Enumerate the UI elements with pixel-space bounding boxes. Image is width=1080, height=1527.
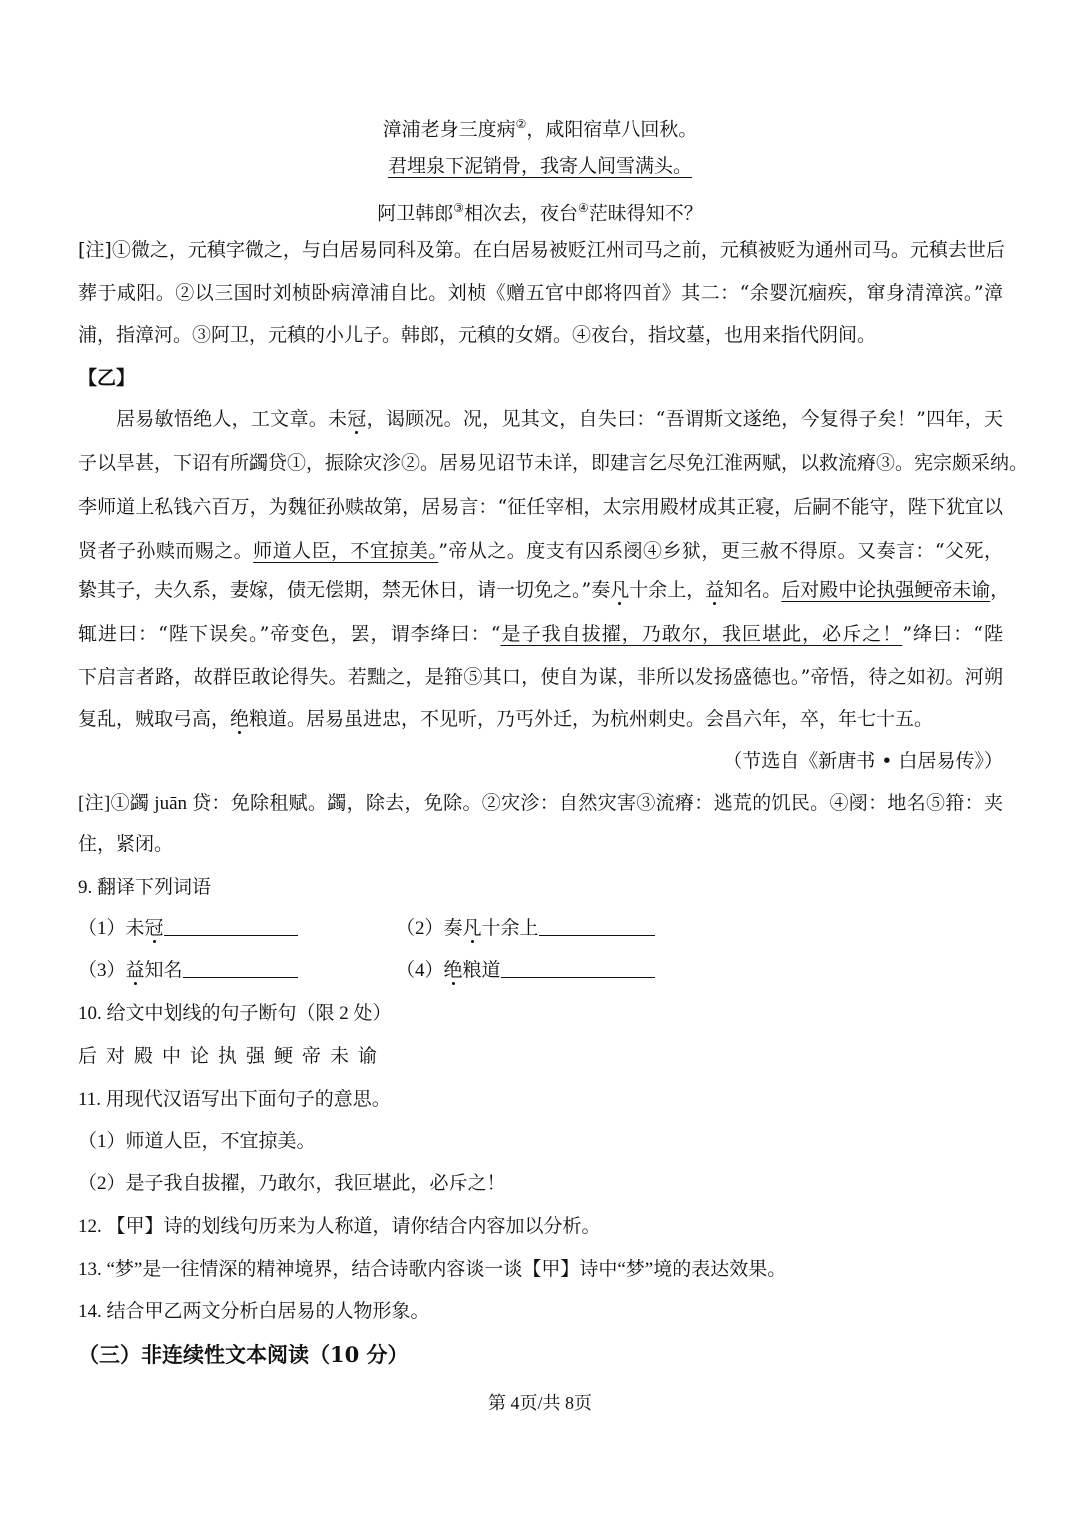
yi-line-2: 子以旱甚，下诏有所蠲贷①，振除灾沴②。居易见诏节未详，即建言乞尽免江淮两赋，以救流瘠③。宪宗颇采纳。 [78,452,1029,474]
text: 粮道 [462,960,501,981]
dotted-char: 冠 [347,408,367,430]
dotted-char: 凡 [462,918,482,939]
question-14: 14. 结合甲乙两文分析白居易的人物形象。 [78,1301,430,1322]
q9-item-2 [396,915,655,943]
note-jia-line: 葬于咸阳。②以三国时刘桢卧病漳浦自比。刘桢《赠五官中郎将四首》其二：“余婴沉痼疾，窜身清漳滨。”漳 [78,282,1003,304]
poem-line-3 [0,194,1080,227]
poem-line-1 [0,110,1080,143]
footnote-mark: ④ [578,201,589,215]
poem-line-2 [0,152,1080,180]
underlined-sentence: 是子我自拔擢，乃敢尔，我叵堪此，必斥之！ [500,623,903,645]
question-10-text: 后对殿中论执强鲠帝未谕 [78,1045,387,1067]
poem-text: ，咸阳宿草八回秋。 [526,118,698,141]
yi-line-6 [78,620,1003,648]
text: ”帝从之。度支有囚系阌④乡狱，更三赦不得原。又奏言：“父死， [438,540,1003,562]
text: ， [990,579,1010,601]
q9-item-1 [78,915,298,943]
answer-blank[interactable] [164,915,298,936]
yi-line-3: 李师道上私钱六百万，为魏征孙赎故第，居易言：“征任宰相，太宗用殿材成其正寝，后嗣不能守，陛下犹宜以 [78,496,1003,518]
note-jia-line: [注]①微之，元稹字微之，与白居易同科及第。在白居易被贬江州司马之前，元稹被贬为通州司马。元稹去世后 [78,239,1005,261]
question-11-sentence-2: （2）是子我自拔擢，乃敢尔，我叵堪此，必斥之！ [78,1173,506,1194]
text: ，谒顾况。况，见其文，自失曰：“吾谓斯文遂绝，今复得子矣！”四年，天 [366,408,1003,430]
text: （1）未 [78,918,145,939]
question-12: 12. 【甲】诗的划线句历来为人称道，请你结合内容加以分析。 [78,1216,601,1237]
q9-item-4 [396,957,655,985]
dotted-char: 凡 [610,579,630,601]
note-jia-line: 浦，指漳河。③阿卫，元稹的小儿子。韩郎，元稹的女婿。④夜台，指坟墓，也用来指代阴间。 [78,324,877,346]
underlined-sentence: 师道人臣，不宜掠美。 [253,540,439,562]
poem-underlined-line: 君埋泉下泥销骨，我寄人间雪满头。 [387,155,692,177]
q9-item-3 [78,957,298,985]
note-yi-line: 住，紧闭。 [78,834,174,855]
source-citation: （节选自《新唐书 • 白居易传》） [723,750,1003,772]
text: 十余上， [629,579,706,601]
poem-text: 阿卫韩郎 [377,202,454,225]
poem-text: 漳浦老身三度病 [382,118,516,141]
answer-blank[interactable] [183,957,298,978]
question-11-sentence-1: （1）师道人臣，不宜掠美。 [78,1131,316,1152]
question-11-stem: 11. 用现代汉语写出下面句子的意思。 [78,1089,391,1110]
question-9-stem: 9. 翻译下列词语 [78,877,212,898]
dotted-char: 冠 [144,918,164,939]
answer-blank[interactable] [501,957,655,978]
text: 粮道。居易虽进忠，不见听，乃丐外迁，为杭州刺史。会昌六年，卒，年七十五。 [249,708,934,730]
text: ”绛曰：“陛 [902,623,1003,645]
text: 知名。 [724,579,782,601]
poem-text: 茫昧得知不？ [588,202,703,225]
text: 居易敏悟绝人，工文章。未 [116,408,348,430]
dotted-char: 益 [125,960,145,981]
yi-line-7: 下启言者路，故群臣敢论得失。若黜之，是箝⑤其口，使自为谋，非所以发扬盛德也。”帝悟，待之如初。河朔 [78,666,1003,688]
yi-line-1 [116,405,1003,433]
section-3-heading: （三）非连续性文本阅读（10 分） [78,1342,409,1367]
answer-blank[interactable] [539,915,655,936]
footnote-mark: ③ [453,201,464,215]
text: 絷其子，夫久系，妻嫁，债无偿期，禁无休日，请一切免之。”奏 [78,579,611,601]
dotted-char: 绝 [443,960,463,981]
text: （3） [78,960,126,981]
text: 辄进曰：“陛下误矣。”帝变色，罢，谓李绛曰：“ [78,623,501,645]
text: 贤者子孙赎而赐之。 [78,540,254,562]
footnote-mark: ② [515,117,527,131]
page-footer: 第 4页/共 8页 [487,1393,592,1413]
yi-line-5 [78,576,1010,604]
yi-line-8 [78,705,1003,733]
text: （2）奏 [396,918,463,939]
note-yi-line: [注]①蠲 juān 贷：免除租赋。蠲，除去，免除。②灾沴：自然灾害③流瘠：逃荒的饥民。④阌：地名⑤箝：夹 [78,793,1003,814]
dotted-char: 绝 [230,708,250,730]
text: 复乱，贼取弓高， [78,708,231,730]
text: （4） [396,960,444,981]
dotted-char: 益 [705,579,725,601]
poem-text: 相次去，夜台 [463,202,578,225]
yi-line-4 [78,537,1003,565]
section-label-yi: 【乙】 [78,367,136,389]
underlined-sentence: 后对殿中论执强鲠帝未谕 [781,579,991,601]
question-10-stem: 10. 给文中划线的句子断句（限 2 处） [78,1003,392,1024]
question-13: 13. “梦”是一往情深的精神境界，结合诗歌内容谈一谈【甲】诗中“梦”境的表达效果。 [78,1259,787,1280]
text: 知名 [144,960,183,981]
text: 十余上 [481,918,539,939]
